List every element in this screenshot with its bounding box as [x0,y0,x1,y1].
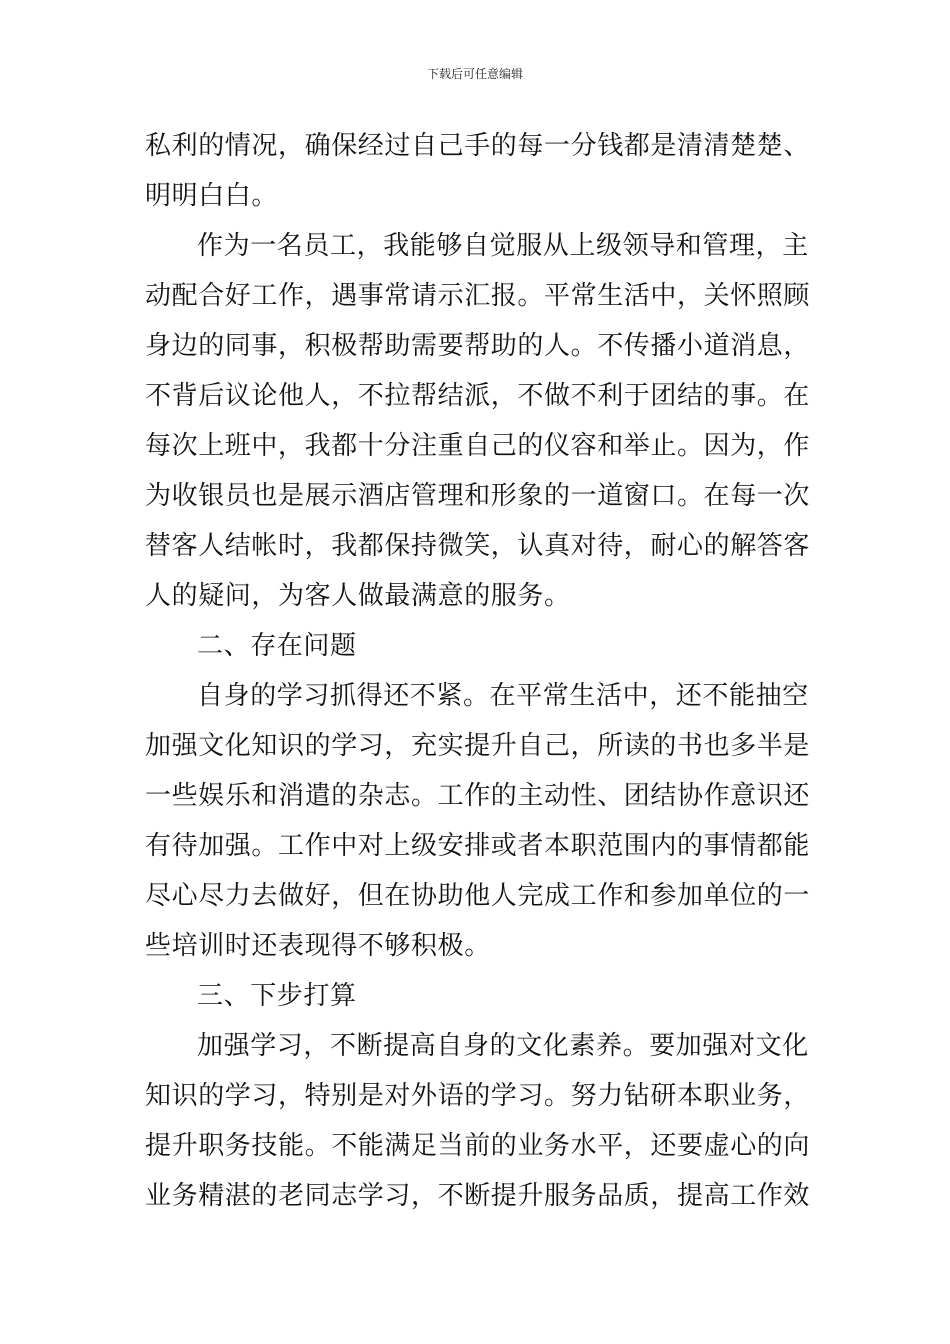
text-line: 明明白白。 [145,181,279,211]
text-line: 替客人结帐时，我都保持微笑，认真对待，耐心的解答客 [145,531,811,561]
text-line: 些培训时还表现得不够积极。 [145,931,491,961]
text-line: 人的疑问，为客人做最满意的服务。 [145,581,571,611]
text-line: 动配合好工作，遇事常请示汇报。平常生活中，关怀照顾 [145,281,811,311]
text-line: 为收银员也是展示酒店管理和形象的一道窗口。在每一次 [145,481,811,511]
section-heading: 三、下步打算 [197,981,357,1011]
text-line: 有待加强。工作中对上级安排或者本职范围内的事情都能 [145,831,811,861]
section-heading: 二、存在问题 [197,631,357,661]
text-line: 私利的情况，确保经过自己手的每一分钱都是清清楚楚、 [145,131,811,161]
text-line: 身边的同事，积极帮助需要帮助的人。不传播小道消息， [145,331,811,361]
text-line: 不背后议论他人，不拉帮结派，不做不利于团结的事。在 [145,381,811,411]
text-line: 业务精湛的老同志学习，不断提升服务品质，提高工作效 [145,1181,811,1211]
document-body [145,121,811,1221]
text-line: 提升职务技能。不能满足当前的业务水平，还要虚心的向 [145,1131,811,1161]
paragraph-start-line: 自身的学习抓得还不紧。在平常生活中，还不能抽空 [197,681,809,711]
text-line: 一些娱乐和消遣的杂志。工作的主动性、团结协作意识还 [145,781,811,811]
paragraph-start-line: 作为一名员工，我能够自觉服从上级领导和管理，主 [197,231,809,261]
text-line: 尽心尽力去做好，但在协助他人完成工作和参加单位的一 [145,881,811,911]
text-line: 每次上班中，我都十分注重自己的仪容和举止。因为，作 [145,431,811,461]
text-line: 知识的学习，特别是对外语的学习。努力钻研本职业务， [145,1081,811,1111]
text-line: 加强文化知识的学习，充实提升自己，所读的书也多半是 [145,731,811,761]
page-header: 下载后可任意编辑 [426,67,523,81]
paragraph-start-line: 加强学习，不断提高自身的文化素养。要加强对文化 [197,1031,809,1061]
